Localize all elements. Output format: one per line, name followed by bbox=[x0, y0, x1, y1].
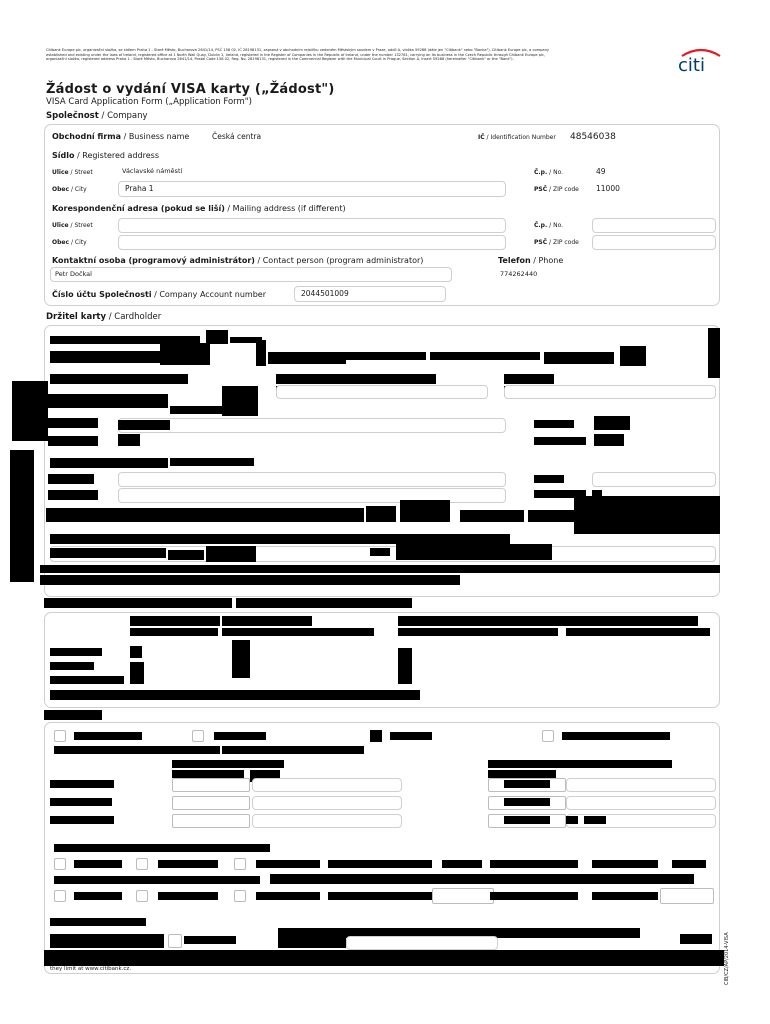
checkbox[interactable] bbox=[136, 890, 148, 902]
contact-person-label: Kontaktní osoba (programový administrátor) / Contact person (program administrator) bbox=[52, 256, 424, 265]
redaction-bar bbox=[50, 351, 160, 363]
redaction-bar bbox=[130, 662, 144, 684]
redaction-bar bbox=[490, 892, 578, 900]
redaction-bar bbox=[370, 548, 390, 556]
redaction-bar bbox=[158, 892, 218, 900]
cardholder-field[interactable] bbox=[118, 418, 506, 433]
redaction-bar bbox=[256, 892, 320, 900]
ico-value: 48546038 bbox=[570, 132, 616, 142]
mailing-address-heading: Korespondenční adresa (pokud se liší) / Mailing address (if different) bbox=[52, 204, 346, 213]
redaction-bar bbox=[172, 760, 284, 768]
company-account-value: 2044501009 bbox=[301, 289, 349, 298]
redaction-bar bbox=[184, 936, 236, 944]
fine-print-line: Citibank Europe plc, organizační složka, se sídlem Praha 1 - Staré Město, Bucharova 2641/14, PSČ 158 02, IČ 28198131, zapsaná v obchodním rejstříku vedeném Městským soudem v Praze, oddíl A, vložka 59288 (dále jen "Citibank" nebo "Banka"). Citibank Europe plc, a company bbox=[46, 48, 550, 52]
city-label: Obec / City bbox=[52, 186, 87, 193]
checkbox[interactable] bbox=[234, 890, 246, 902]
redaction-bar bbox=[430, 352, 540, 360]
mailing-cp-field[interactable] bbox=[592, 218, 716, 233]
redaction-bar bbox=[50, 534, 510, 544]
checkbox[interactable] bbox=[234, 858, 246, 870]
redaction-bar bbox=[592, 892, 658, 900]
ico-label: IČ / Identification Number bbox=[478, 134, 556, 141]
redaction-bar bbox=[222, 746, 364, 754]
redaction-bar bbox=[206, 330, 228, 344]
footer-note: they limit at www.citibank.cz. bbox=[50, 966, 132, 972]
company-section-heading: Společnost / Company bbox=[46, 111, 148, 121]
mailing-psc-field[interactable] bbox=[592, 235, 716, 250]
cp-value[interactable]: 49 bbox=[596, 167, 606, 176]
redaction-bar bbox=[50, 798, 112, 806]
psc-value[interactable]: 11000 bbox=[596, 184, 620, 193]
checkbox[interactable] bbox=[54, 890, 66, 902]
redaction-bar bbox=[130, 646, 142, 658]
checkbox-field[interactable] bbox=[172, 814, 250, 828]
city-field[interactable] bbox=[118, 181, 506, 197]
registered-address-heading: Sídlo / Registered address bbox=[52, 151, 159, 160]
redaction-bar bbox=[236, 598, 412, 608]
redaction-bar bbox=[442, 860, 482, 868]
redaction-bar bbox=[494, 544, 552, 560]
cp-label: Č.p. / No. bbox=[534, 169, 564, 176]
redaction-bar bbox=[396, 544, 494, 560]
legal-fine-print bbox=[46, 48, 646, 62]
redaction-bar bbox=[222, 628, 374, 636]
redaction-bar bbox=[12, 381, 48, 441]
checkbox-field[interactable] bbox=[432, 888, 494, 904]
redaction-bar bbox=[170, 458, 254, 466]
redaction-bar bbox=[206, 546, 256, 562]
mailing-street-field[interactable] bbox=[118, 218, 506, 233]
redaction-bar bbox=[544, 352, 614, 364]
redaction-bar bbox=[170, 406, 222, 414]
city-value: Praha 1 bbox=[125, 184, 154, 193]
redaction-bar bbox=[50, 934, 164, 948]
cardholder-field[interactable] bbox=[118, 472, 506, 487]
redaction-bar bbox=[172, 770, 244, 778]
logo-text: citi bbox=[678, 55, 705, 74]
redaction-bar bbox=[504, 798, 550, 806]
redaction-bar bbox=[160, 343, 210, 365]
redaction-bar bbox=[256, 860, 320, 868]
redaction-bar bbox=[620, 346, 646, 366]
form-subtitle: VISA Card Application Form („Application Form") bbox=[46, 97, 252, 107]
fine-print-line: organizační složka, registered address Praha 1 - Staré Město, Bucharova 2641/14, Postal Code 158 02, Reg. No. 28198131, registered in the Commercial Register with the Municipal Court in Prague, Section A, Insert 59288 (hereinafter "Citibank" or the "Bank"). bbox=[46, 57, 514, 62]
redaction-bar bbox=[398, 616, 698, 626]
redaction-bar bbox=[398, 648, 412, 684]
redaction-bar bbox=[504, 816, 550, 824]
redaction-bar bbox=[680, 934, 712, 944]
redaction-bar bbox=[390, 732, 432, 740]
cardholder-field[interactable] bbox=[504, 385, 716, 399]
redaction-bar bbox=[48, 490, 98, 500]
checkbox[interactable] bbox=[192, 730, 204, 742]
redaction-bar bbox=[708, 328, 720, 378]
entry-field[interactable] bbox=[566, 796, 716, 810]
redaction-bar bbox=[54, 876, 260, 884]
redaction-bar bbox=[232, 640, 250, 678]
redaction-bar bbox=[50, 780, 114, 788]
redaction-bar bbox=[574, 496, 720, 534]
redaction-bar bbox=[268, 352, 346, 364]
redaction-bar bbox=[534, 475, 564, 483]
redaction-bar bbox=[50, 648, 102, 656]
checkbox-field[interactable] bbox=[172, 796, 250, 810]
side-form-code: CIB/CZ/AP/2014-VISA bbox=[724, 932, 730, 985]
company-account-label: Číslo účtu Společnosti / Company Account number bbox=[52, 290, 267, 299]
redaction-bar bbox=[48, 394, 168, 408]
redaction-bar bbox=[370, 730, 382, 742]
redaction-bar bbox=[214, 732, 266, 740]
mailing-psc-label: PSČ / ZIP code bbox=[534, 239, 579, 246]
redaction-bar bbox=[504, 780, 550, 788]
redaction-bar bbox=[328, 892, 432, 900]
phone-value[interactable]: 774262440 bbox=[500, 270, 538, 278]
redaction-bar bbox=[118, 420, 170, 430]
checkbox-field[interactable] bbox=[660, 888, 714, 904]
business-name-label: Obchodní firma / Business name bbox=[52, 132, 190, 141]
redaction-bar bbox=[48, 418, 98, 428]
street-label: Ulice / Street bbox=[52, 169, 93, 176]
redaction-bar bbox=[168, 550, 204, 560]
redaction-bar bbox=[50, 676, 124, 684]
cardholder-field[interactable] bbox=[276, 385, 488, 399]
redaction-bar bbox=[276, 374, 436, 384]
redaction-bar bbox=[222, 386, 258, 416]
company-account-field[interactable] bbox=[294, 286, 446, 302]
redaction-bar bbox=[222, 616, 312, 626]
mailing-cp-label: Č.p. / No. bbox=[534, 222, 564, 229]
contact-person-field[interactable] bbox=[50, 267, 452, 282]
redaction-bar bbox=[488, 760, 562, 768]
checkbox[interactable] bbox=[54, 730, 66, 742]
business-name-value: Česká centra bbox=[212, 132, 262, 141]
redaction-bar bbox=[672, 860, 706, 868]
redaction-bar bbox=[54, 844, 270, 852]
redaction-bar bbox=[46, 508, 364, 522]
fine-print-line: established and existing under the laws of Ireland, registered office at 1 North Wall Quay, Dublin 1, Ireland, registered in the Register of Companies in the Republic of Ireland, under the number 132781, carrying on its business in the Czech Republic through Citibank Europe plc, bbox=[46, 52, 546, 57]
cardholder-section-heading: Držitel karty / Cardholder bbox=[46, 312, 162, 322]
redaction-bar bbox=[400, 500, 450, 522]
mailing-city-field[interactable] bbox=[118, 235, 506, 250]
entry-field[interactable] bbox=[346, 936, 498, 950]
redaction-bar bbox=[270, 874, 694, 884]
redaction-bar bbox=[562, 732, 670, 740]
redaction-bar bbox=[566, 628, 710, 636]
redaction-bar bbox=[528, 510, 576, 522]
checkbox[interactable] bbox=[542, 730, 554, 742]
redaction-bar bbox=[592, 860, 658, 868]
redaction-bar bbox=[594, 416, 630, 430]
redaction-bar bbox=[50, 662, 94, 670]
cardholder-field[interactable] bbox=[592, 472, 716, 487]
redaction-bar bbox=[584, 816, 606, 824]
redaction-bar bbox=[40, 575, 460, 585]
redaction-bar bbox=[118, 434, 140, 446]
redaction-bar bbox=[490, 860, 578, 868]
redaction-bar bbox=[44, 598, 232, 608]
redaction-bar bbox=[504, 374, 554, 384]
redaction-bar bbox=[74, 860, 122, 868]
checkbox-field[interactable] bbox=[172, 778, 250, 792]
entry-field[interactable] bbox=[252, 778, 402, 792]
redaction-bar bbox=[44, 710, 102, 720]
mailing-city-label: Obec / City bbox=[52, 239, 87, 246]
redaction-bar bbox=[44, 950, 724, 966]
redaction-bar bbox=[346, 352, 426, 360]
redaction-bar bbox=[10, 450, 34, 582]
redaction-bar bbox=[256, 340, 266, 366]
redaction-bar bbox=[50, 918, 146, 926]
entry-field[interactable] bbox=[252, 796, 402, 810]
redaction-bar bbox=[130, 616, 220, 626]
redaction-bar bbox=[594, 434, 624, 446]
citi-logo bbox=[676, 44, 726, 74]
redaction-bar bbox=[460, 510, 524, 522]
redaction-bar bbox=[130, 628, 218, 636]
redaction-bar bbox=[488, 770, 556, 778]
redaction-bar bbox=[50, 374, 188, 384]
redaction-bar bbox=[158, 860, 218, 868]
redaction-bar bbox=[50, 458, 168, 468]
redaction-bar bbox=[366, 506, 396, 522]
redaction-bar bbox=[50, 816, 114, 824]
redaction-bar bbox=[50, 690, 420, 700]
redaction-bar bbox=[534, 420, 574, 428]
redaction-bar bbox=[534, 437, 586, 445]
redaction-bar bbox=[48, 436, 98, 446]
redaction-bar bbox=[562, 760, 672, 768]
redaction-bar bbox=[48, 474, 94, 484]
phone-label: Telefon / Phone bbox=[498, 256, 564, 265]
checkbox[interactable] bbox=[168, 934, 182, 948]
redaction-bar bbox=[54, 746, 220, 754]
redaction-bar bbox=[278, 938, 346, 948]
redaction-bar bbox=[50, 548, 166, 558]
redaction-bar bbox=[40, 565, 720, 573]
redaction-bar bbox=[74, 732, 142, 740]
redaction-bar bbox=[398, 628, 558, 636]
redaction-bar bbox=[328, 860, 432, 868]
redaction-bar bbox=[74, 892, 122, 900]
mailing-street-label: Ulice / Street bbox=[52, 222, 93, 229]
street-value[interactable]: Václavské náměstí bbox=[122, 167, 183, 175]
entry-field[interactable] bbox=[252, 814, 402, 828]
entry-field[interactable] bbox=[566, 778, 716, 792]
contact-person-value: Petr Dočkal bbox=[55, 270, 92, 278]
redaction-bar bbox=[566, 816, 578, 824]
checkbox[interactable] bbox=[136, 858, 148, 870]
form-title: Žádost o vydání VISA karty („Žádost") bbox=[46, 82, 335, 97]
psc-label: PSČ / ZIP code bbox=[534, 186, 579, 193]
checkbox[interactable] bbox=[54, 858, 66, 870]
